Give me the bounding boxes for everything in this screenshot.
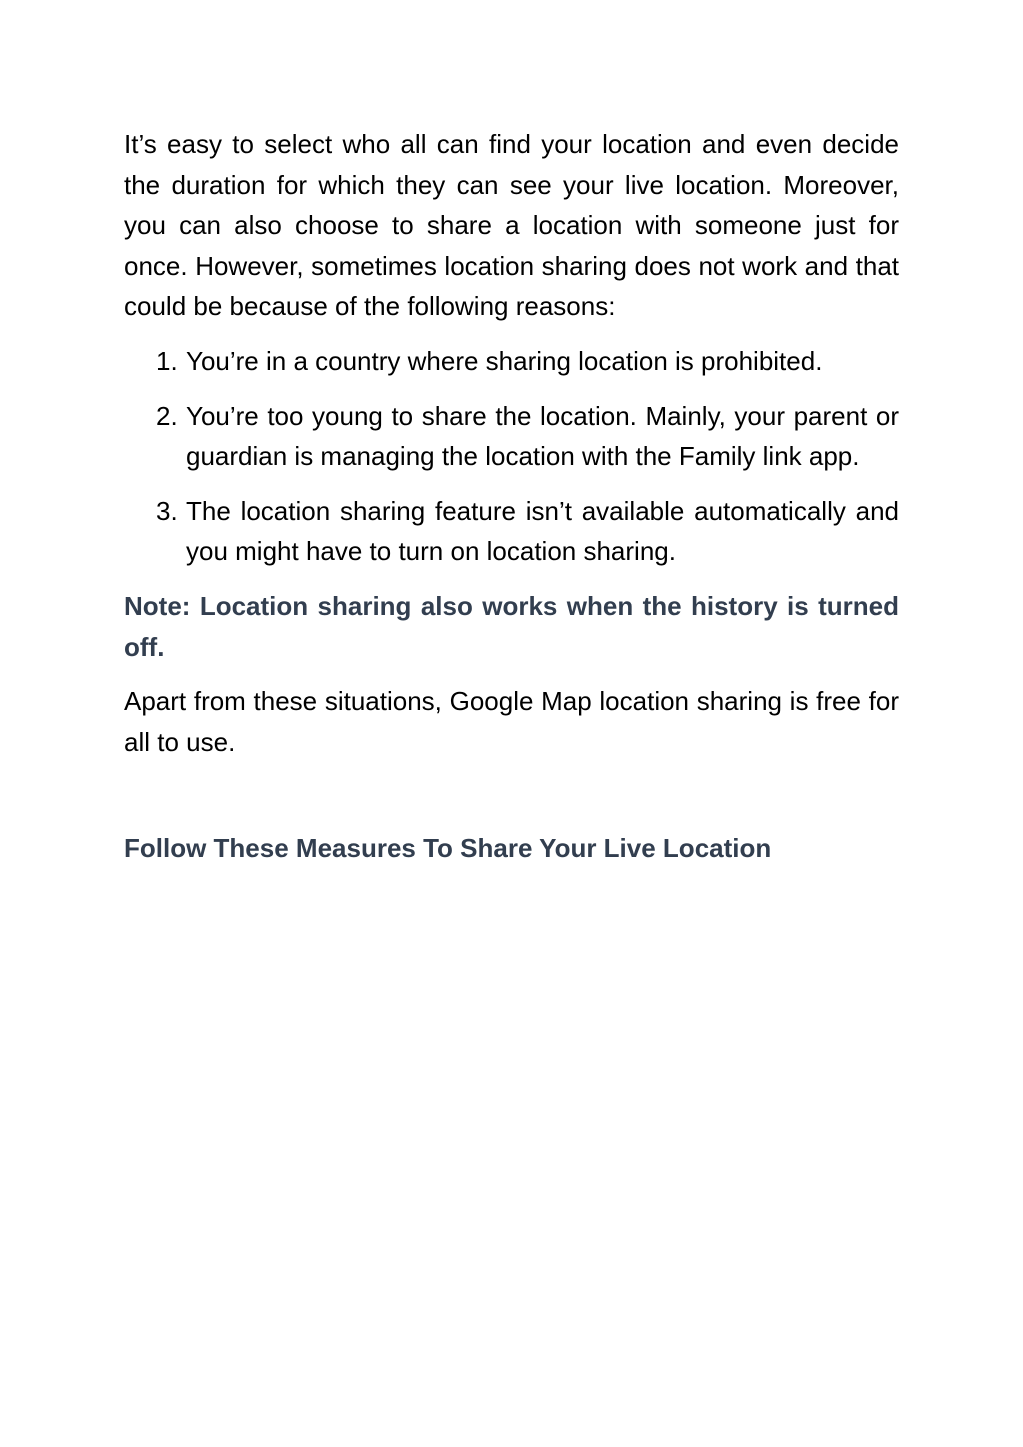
section-heading: Follow These Measures To Share Your Live Location xyxy=(124,833,772,864)
list-item-number: 2. xyxy=(156,400,178,431)
document-page xyxy=(124,124,899,869)
list-item-text: The location sharing feature isn’t available automatically and you might have to turn on location sharing. xyxy=(186,495,899,567)
list-item-text: You’re too young to share the location. Mainly, your parent or guardian is managing the location with the Family link app. xyxy=(186,400,899,472)
reasons-list xyxy=(124,341,899,572)
list-item-number: 3. xyxy=(156,495,178,526)
list-item-number: 1. xyxy=(156,345,178,376)
list-item-text: You’re in a country where sharing location is prohibited. xyxy=(186,345,823,376)
note-paragraph: Note: Location sharing also works when the history is turned off. xyxy=(124,590,899,662)
list-item xyxy=(124,341,899,382)
intro-paragraph: It’s easy to select who all can find your location and even decide the duration for which they can see your live location. Moreover, you can also choose to share a location with someone just for once. However, sometimes location sharing does not work and that could be because of the following reasons: xyxy=(124,129,899,322)
list-item xyxy=(124,396,899,477)
list-item xyxy=(124,491,899,572)
closing-paragraph: Apart from these situations, Google Map location sharing is free for all to use. xyxy=(124,686,899,757)
